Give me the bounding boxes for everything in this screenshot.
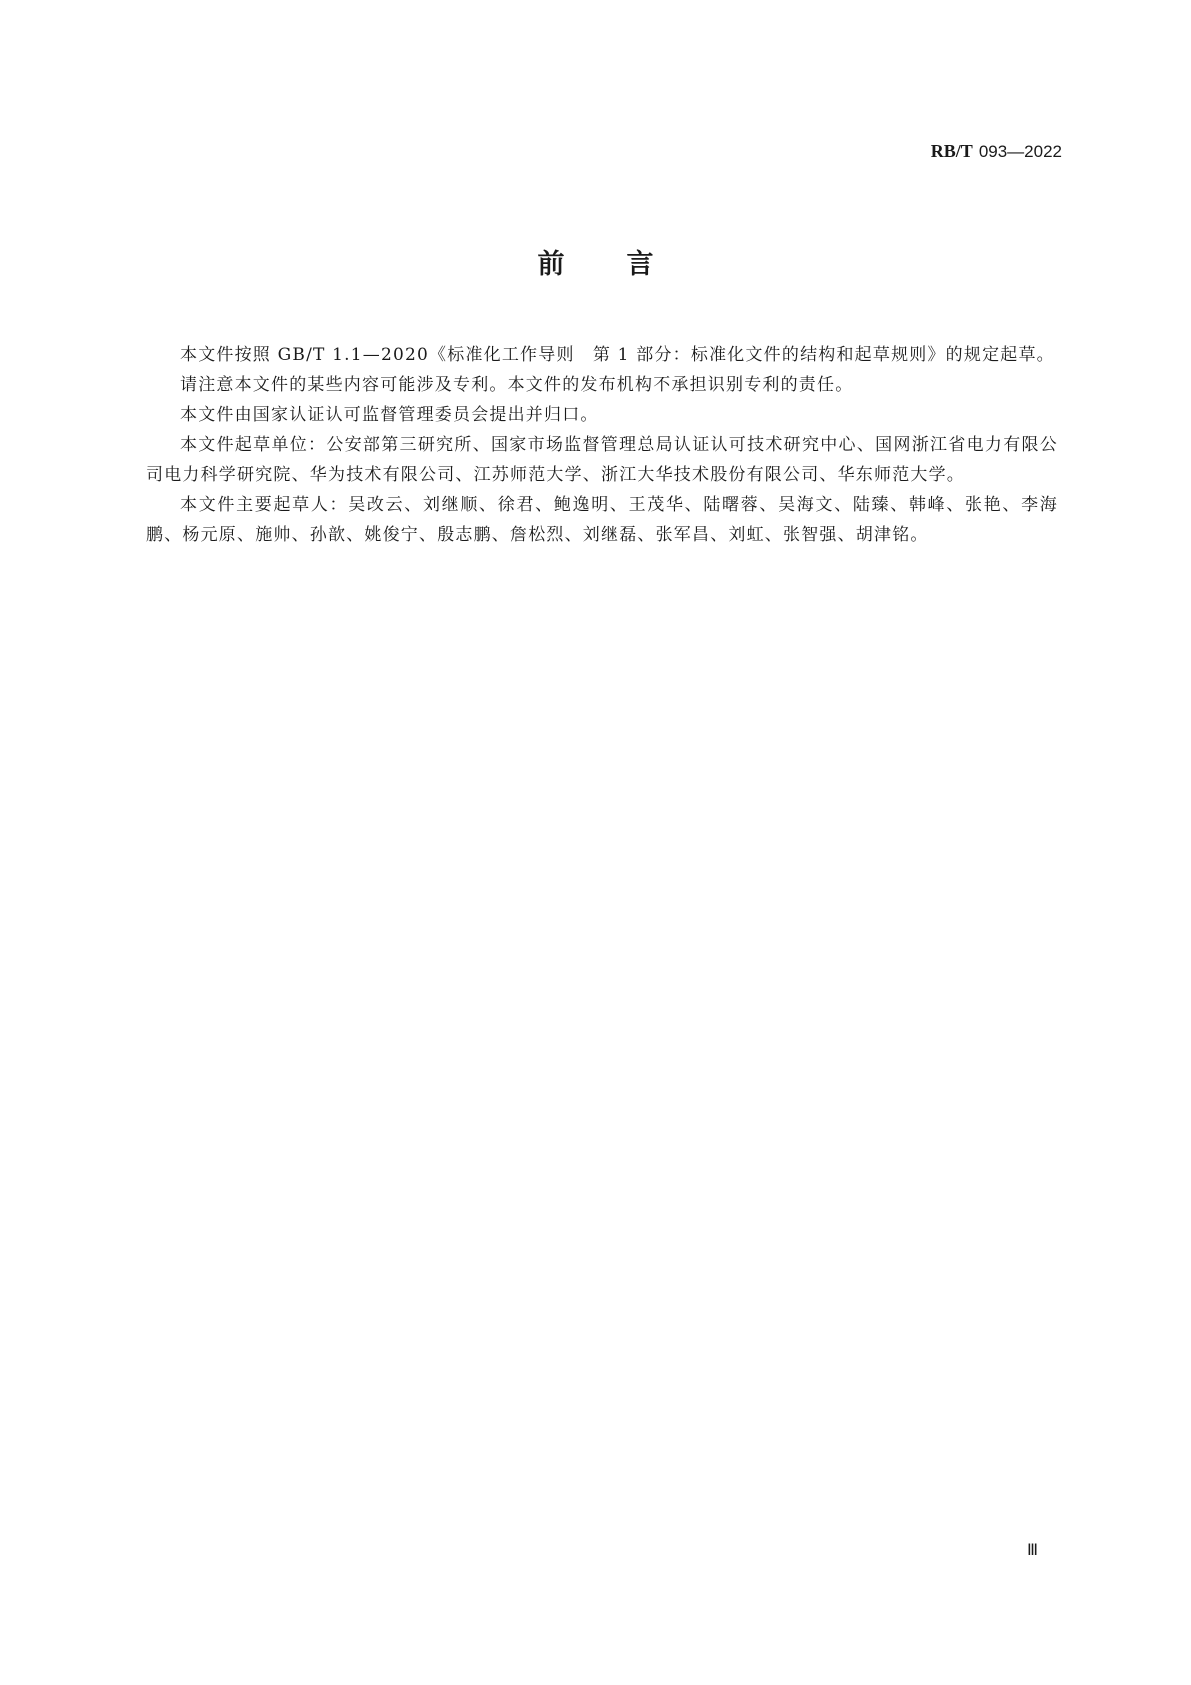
paragraph-drafting-rules: 本文件按照 GB/T 1.1—2020《标准化工作导则 第 1 部分：标准化文件的结构和起草规则》的规定起草。: [180, 345, 1055, 365]
standard-code: [931, 141, 1062, 162]
paragraph-drafters: 本文件主要起草人：吴改云、刘继顺、徐君、鲍逸明、王茂华、陆曙蓉、吴海文、陆臻、韩峰、张艳、李海鹏、杨元原、施帅、孙歆、姚俊宁、殷志鹏、詹松烈、刘继磊、张军昌、刘虹、张智强、胡津铭。: [146, 495, 1058, 545]
standard-prefix: RB/T: [930, 141, 973, 161]
title-char-2: 言: [626, 249, 654, 280]
page-title: [0, 242, 1191, 281]
paragraph-proposer: 本文件由国家认证认可监督管理委员会提出并归口。: [180, 405, 599, 425]
title-char-1: 前: [537, 249, 565, 280]
paragraph-drafting-units: 本文件起草单位：公安部第三研究所、国家市场监督管理总局认证认可技术研究中心、国网浙江省电力有限公司电力科学研究院、华为技术有限公司、江苏师范大学、浙江大华技术股份有限公司、华东师范大学。: [146, 435, 1058, 485]
page-number: Ⅲ: [1027, 1542, 1039, 1559]
foreword-body: [146, 340, 1058, 550]
paragraph-patent-notice: 请注意本文件的某些内容可能涉及专利。本文件的发布机构不承担识别专利的责任。: [180, 375, 854, 395]
standard-number: 093—2022: [978, 142, 1062, 161]
